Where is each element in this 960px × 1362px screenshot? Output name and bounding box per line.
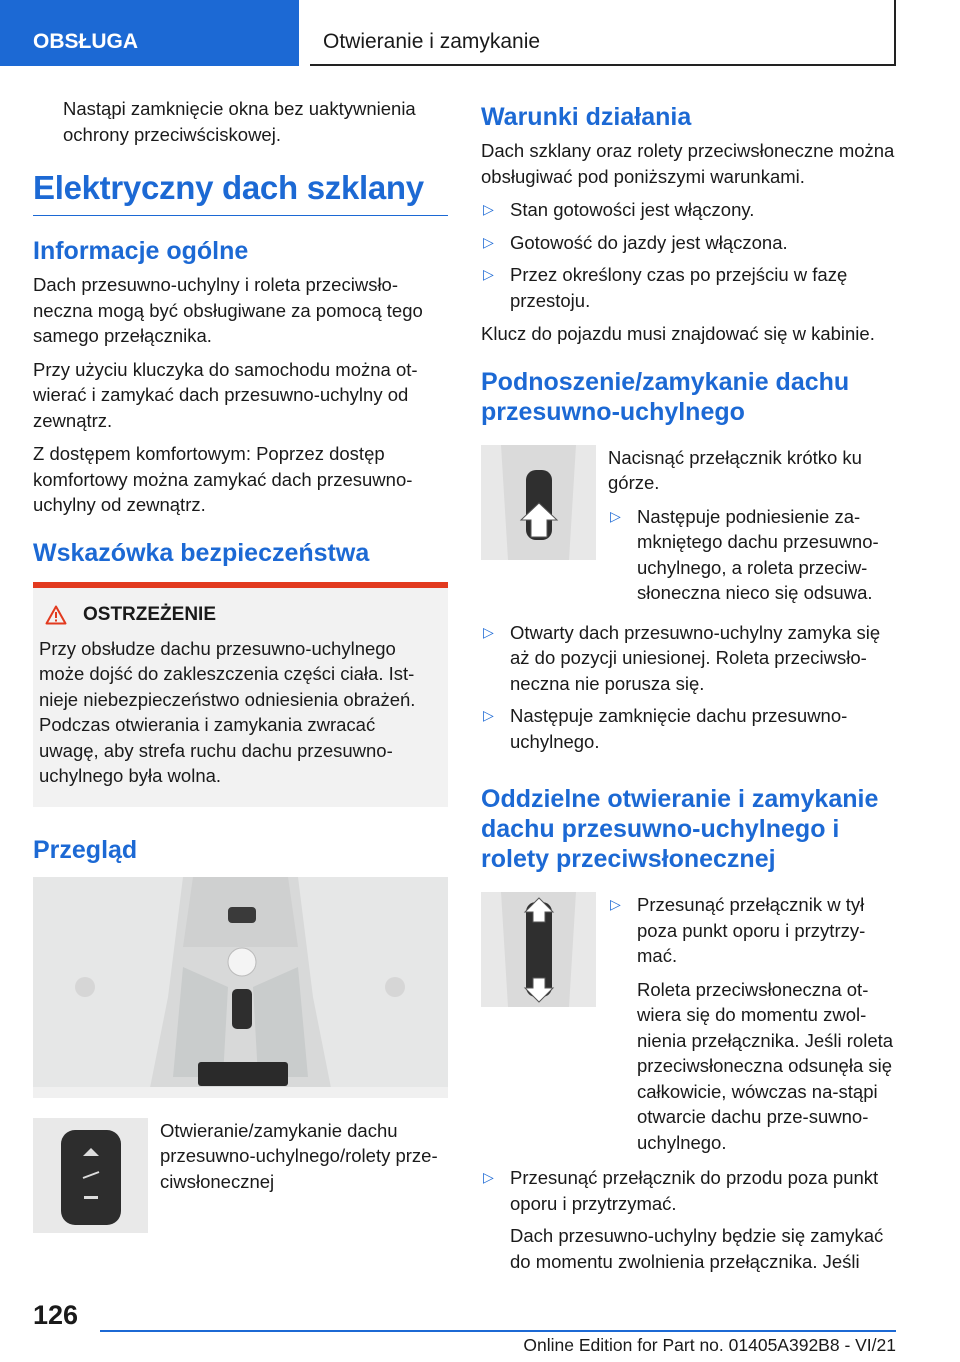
list-item: ▷ Następuje podniesienie za-mkniętego dachu przesuwno-uchylnego, a roleta przeciw-słoneczna nieco się odsuwa. [610,505,879,603]
separate-item1-detail: Roleta przeciwsłoneczna ot-wiera się do momentu zwol-nienia przełącznika. Jeśli roleta przeciwsłoneczna odsunęła się całkowicie, wówczas na-stąpi otwarcie dachu prze-suwno-uchylnego. [637,978,894,1153]
triangle-right-icon: ▷ [610,507,621,524]
lift-list [481,620,896,755]
triangle-right-icon: ▷ [483,233,494,250]
lift-figure-row [481,445,896,614]
conditions-heading: Warunki działania [481,103,692,131]
conditions-note: Klucz do pojazdu musi znajdować się w kabinie. [481,323,875,344]
lift-instruction: Nacisnąć przełącznik krótko ku górze. [608,446,862,493]
warning-text: Przy obsłudze dachu przesuwno-uchylnego może dojść do zakleszczenia części ciała. Ist-nieje niebezpieczeństwo odniesienia obrażeń. Podczas otwierania i zamykania zwracać uwagę, aby strefa ruchu dachu przesuwno-uchylnego była wolna. [39,637,416,786]
warning-triangle-icon [45,605,67,625]
list-item: ▷ Przez określony czas po przejściu w fazę przestoju. [483,264,848,311]
general-paragraph-3: Z dostępem komfortowym: Poprzez dostęp komfortowy można zamykać dach przesuwno-uchylny od zewnątrz. [33,443,413,515]
general-heading: Informacje ogólne [33,237,249,265]
separate-list [481,1165,896,1216]
warning-title [39,604,436,626]
left-column [33,96,448,1233]
triangle-right-icon: ▷ [483,623,494,640]
triangle-right-icon: ▷ [610,896,621,912]
triangle-right-icon: ▷ [483,1169,494,1185]
page-heading: Elektryczny dach szklany [33,169,448,216]
conditions-list [481,197,896,313]
switch-figure-row [33,1118,448,1233]
warning-label: OSTRZEŻENIE [83,603,217,625]
triangle-right-icon: ▷ [483,201,494,217]
separate-heading: Oddzielne otwieranie i zamykanie dachu przesuwno-uchylnego i rolety przeciwsłonecznej [481,785,879,873]
list-item: ▷ Przesunąć przełącznik w tył poza punkt oporu i przytrzy-mać. [610,894,866,966]
separate-text [608,892,896,1163]
switch-image [33,1118,148,1233]
list-item: ▷ Otwarty dach przesuwno-uchylny zamyka się aż do pozycji uniesionej. Roleta przeciwsło-neczna nie porusza się. [483,621,881,694]
right-column [481,102,896,1282]
section-tab: OBSŁUGA [0,0,299,66]
overview-heading: Przegląd [33,835,138,864]
general-paragraph-1: Dach przesuwno-uchylny i roleta przeciwsło-neczna mogą być obsługiwane za pomocą tego samego przełącznika. [33,274,423,346]
switch-back-image [481,892,596,1007]
warning-box [33,588,448,807]
safety-heading: Wskazówka bezpieczeństwa [33,538,370,567]
switch-up-image [481,445,596,560]
footer-rule [100,1330,896,1332]
lift-text [608,445,896,614]
chapter-title: Otwieranie i zamykanie [310,0,896,66]
lift-sub-list [608,504,896,606]
page-number: 126 [33,1300,79,1330]
list-item: ▷ Następuje zamknięcie dachu przesuwno-uchylnego. [483,705,848,752]
footer-edition: Online Edition for Part no. 01405A392B8 - VI/21 [523,1335,896,1355]
list-item: ▷ Stan gotowości jest włączony. [481,197,896,223]
separate-figure-row [481,892,896,1163]
list-item: ▷ Gotowość do jazdy jest włączona. [481,230,896,256]
triangle-right-icon: ▷ [483,707,494,723]
separate-item2-detail: Dach przesuwno-uchylny będzie się zamykać do momentu zwolnienia przełącznika. Jeśli [510,1225,884,1272]
roof-console-image [33,877,448,1098]
list-item: ▷ Przesunąć przełącznik do przodu poza punkt oporu i przytrzymać. [483,1167,879,1214]
intro-paragraph: Nastąpi zamknięcie okna bez uaktywnienia ochrony przeciwściskowej. [63,98,416,145]
separate-sub-list [608,892,896,969]
conditions-intro: Dach szklany oraz rolety przeciwsłoneczne można obsługiwać pod poniższymi warunkami. [481,140,895,187]
lift-heading: Podnoszenie/zamykanie dachu przesuwno-uchylnego [481,367,850,426]
general-paragraph-2: Przy użyciu kluczyka do samochodu można ot-wierać i zamykać dach przesuwno-uchylny od zewnątrz. [33,358,418,431]
switch-caption: Otwieranie/zamykanie dachu przesuwno-uchylnego/rolety prze-ciwsłonecznej [160,1119,438,1192]
triangle-right-icon: ▷ [483,266,494,282]
